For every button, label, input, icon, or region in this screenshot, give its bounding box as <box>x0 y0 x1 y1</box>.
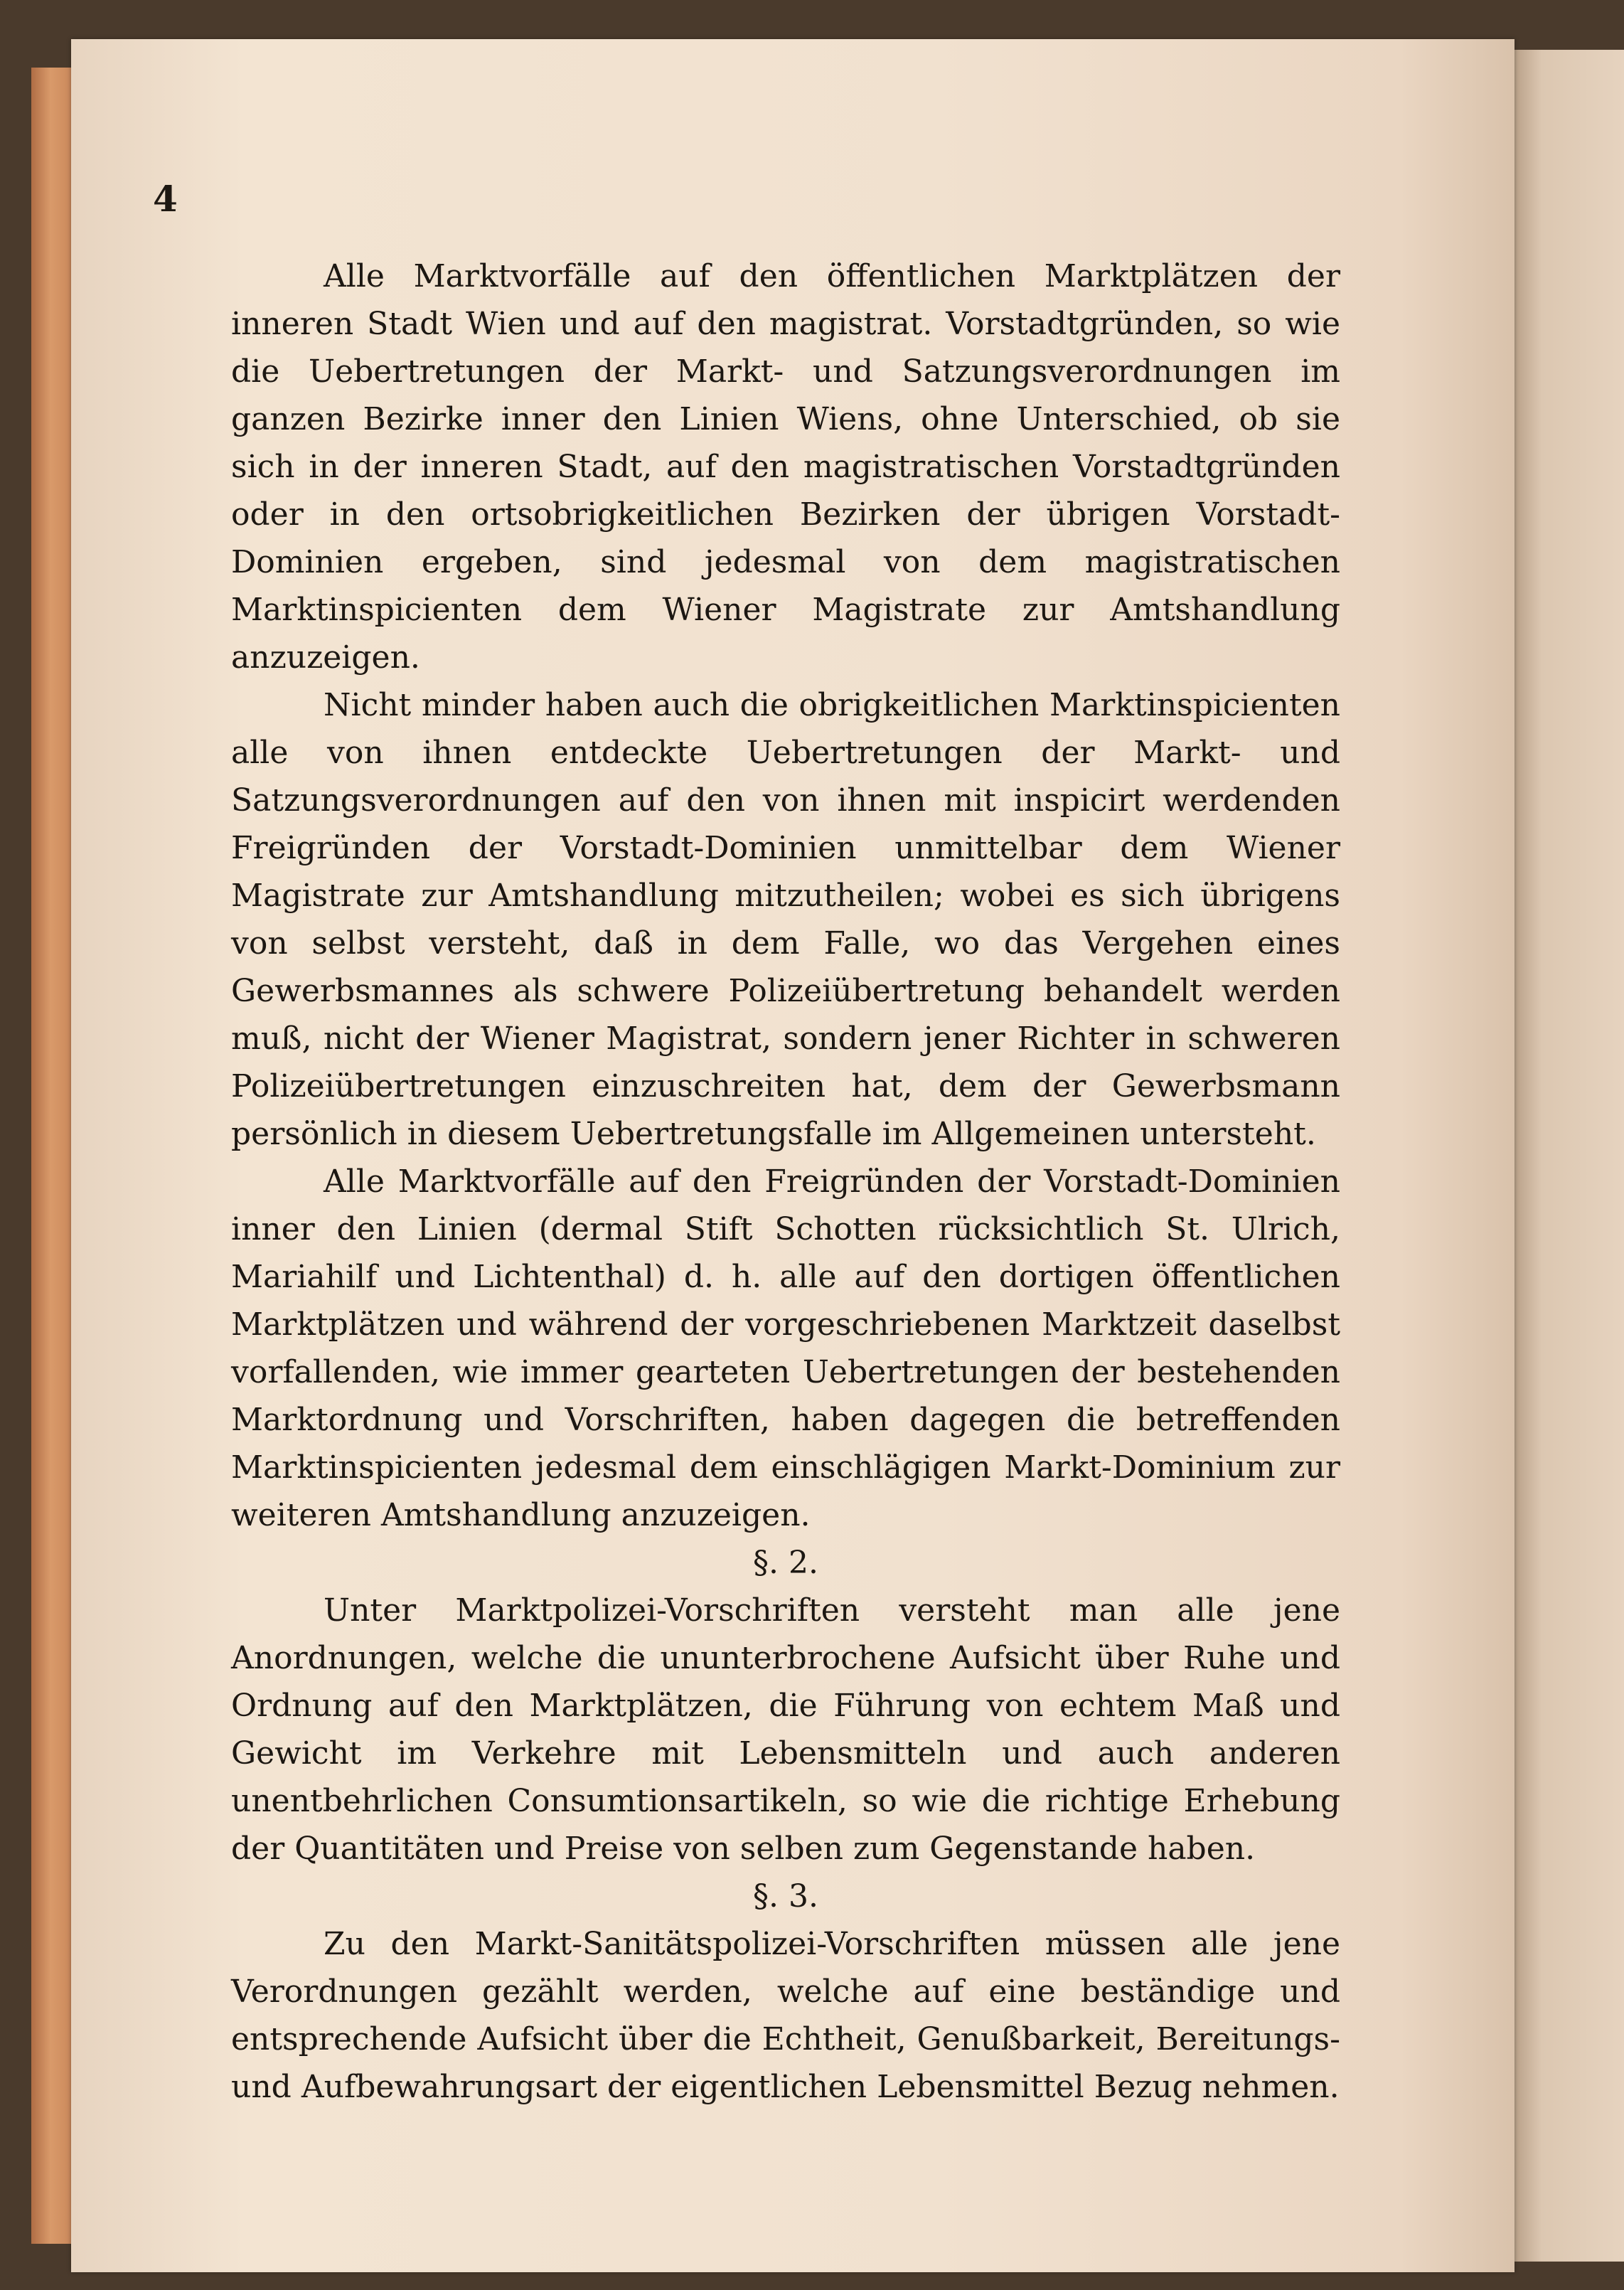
section-2-heading: §. 2. <box>753 1545 818 1581</box>
book-spine <box>31 68 74 2244</box>
section-2-text: Unter Marktpolizei-Vorschriften versteht man alle jene Anordnungen, welche die ununterbrochene Aufsicht über Ruhe und Ordnung auf den Marktplätzen, die Führung von echtem Maß und Gewicht im Verkehre mit Lebensmitteln und auch anderen unentbehrlichen Consumtionsartikeln, so wie die richtige Erhebung der Quantitäten und Preise von selben zum Gegenstande haben. <box>231 1592 1340 1867</box>
paragraph-1: Alle Marktvorfälle auf den öffentlichen Marktplätzen der inneren Stadt Wien und auf den magistrat. Vorstadtgründen, so wie die Uebertretungen der Markt- und Satzungsverordnungen im ganzen Bezirke inner den Linien Wiens, ohne Unterschied, ob sie sich in der inneren Stadt, auf den magistratischen Vorstadtgründen oder in den ortsobrigkeitlichen Bezirken der übrigen Vorstadt-Dominien ergeben, sind jedesmal von dem magistratischen Marktinspicienten dem Wiener Magistrate zur Amtshandlung anzuzeigen. <box>231 258 1340 676</box>
section-3-text: Zu den Markt-Sanitätspolizei-Vorschriften müssen alle jene Verordnungen gezählt werden, welche auf eine beständige und entsprechende Aufsicht über die Echtheit, Genußbarkeit, Bereitungs- und Aufbewahrungsart der eigentlichen Lebensmittel Bezug nehmen. <box>231 1926 1340 2105</box>
page-number: 4 <box>153 178 178 220</box>
page-body <box>231 252 1340 2111</box>
paragraph-3: Alle Marktvorfälle auf den Freigründen der Vorstadt-Dominien inner den Linien (dermal Stift Schotten rücksichtlich St. Ulrich, Mariahilf und Lichtenthal) d. h. alle auf den dortigen öffentlichen Marktplätzen und während der vorgeschriebenen Marktzeit daselbst vorfallenden, wie immer gearteten Uebertretungen der bestehenden Marktordnung und Vorschriften, haben dagegen die betreffenden Marktinspicienten jedesmal dem einschlägigen Markt-Dominium zur weiteren Amtshandlung anzuzeigen. <box>231 1163 1340 1533</box>
section-3-heading: §. 3. <box>753 1878 818 1914</box>
paragraph-2: Nicht minder haben auch die obrigkeitlichen Marktinspicienten alle von ihnen entdeckte Uebertretungen der Markt- und Satzungsverordnungen auf den von ihnen mit inspicirt werdenden Freigründen der Vorstadt-Dominien unmittelbar dem Wiener Magistrate zur Amtshandlung mitzutheilen; wobei es sich übrigens von selbst versteht, daß in dem Falle, wo das Vergehen eines Gewerbsmannes als schwere Polizeiübertretung behandelt werden muß, nicht der Wiener Magistrat, sondern jener Richter in schweren Polizeiübertretungen einzuschreiten hat, dem der Gewerbsmann persönlich in diesem Uebertretungsfalle im Allgemeinen untersteht. <box>231 687 1340 1152</box>
facing-page-edge <box>1515 50 1624 2262</box>
